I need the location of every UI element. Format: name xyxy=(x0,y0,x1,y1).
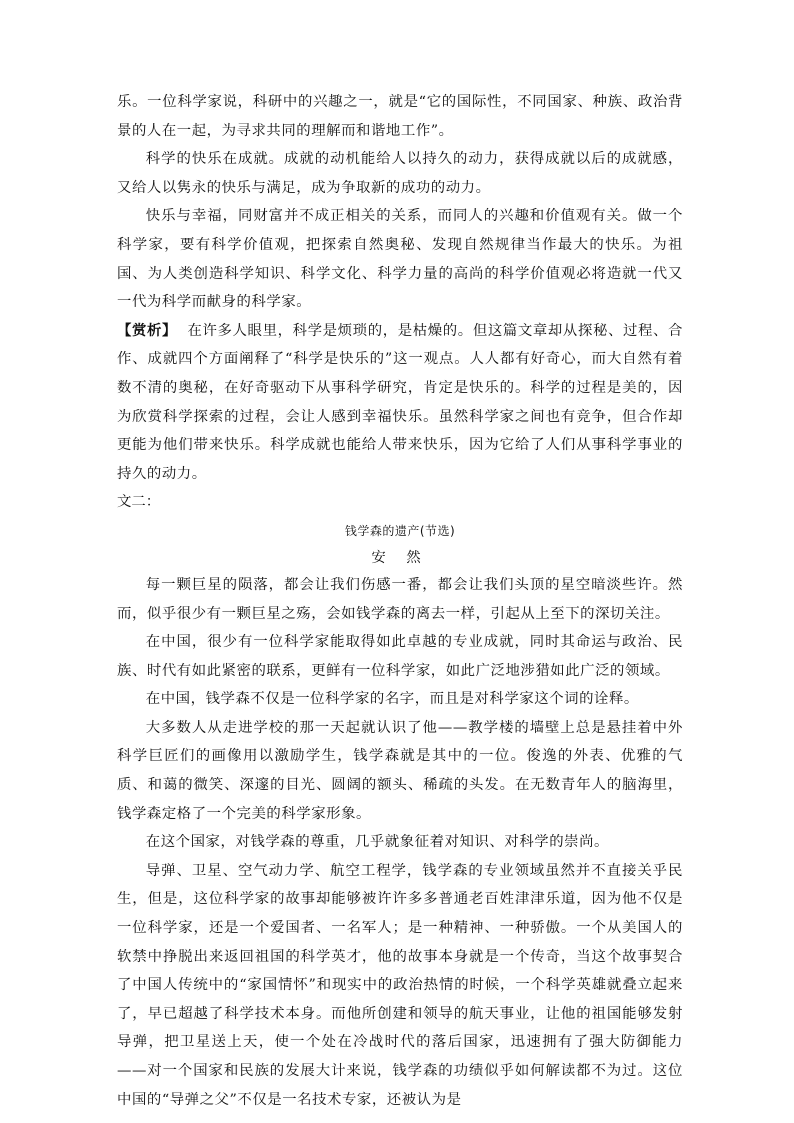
appreciation-tag: 【赏析】 xyxy=(117,321,178,339)
text2-paragraph: 在中国，钱学森不仅是一位科学家的名字，而且是对科学家这个词的诠释。 xyxy=(145,691,639,708)
text2-paragraph: 每一颗巨星的陨落，都会让我们伤感一番，都会让我们头顶的星空暗淡些许。然而，似乎很少有一颗巨星之殇，会如钱学森的离去一样，引起从上至下的深切关注。 xyxy=(117,576,683,622)
text1-paragraph: 快乐与幸福，同财富并不成正相关的关系，而同人的兴趣和价值观有关。做一个科学家，要有科学价值观，把探索自然奥秘、发现自然规律当作最大的快乐。为祖国、为人类创造科学知识、科学文化、科学力量的高尚的科学价值观必将造就一代又一代为科学而献身的科学家。 xyxy=(117,208,683,311)
text2-paragraph: 大多数人从走进学校的那一天起就认识了他——教学楼的墙壁上总是悬挂着中外科学巨匠们的画像用以激励学生，钱学森就是其中的一位。俊逸的外表、优雅的气质、和蔼的微笑、深邃的目光、圆阔的额头、稀疏的头发。在无数青年人的脑海里，钱学森定格了一个完美的科学家形象。 xyxy=(117,719,683,822)
section-label: 文二： xyxy=(117,494,161,511)
article-title: 钱学森的遗产(节选) xyxy=(344,523,456,538)
appreciation-text: 在许多人眼里，科学是烦琐的，是枯燥的。但这篇文章却从探秘、过程、合作、成就四个方面阐释了“科学是快乐的”这一观点。人人都有好奇心，而大自然有着数不清的奥秘，在好奇驱动下从事科学研究，肯定是快乐的。科学的过程是美的，因为欣赏科学探索的过程，会让人感到幸福快乐。虽然科学家之间也有竞争，但合作却更能为他们带来快乐。科学成就也能给人带来快乐，因为它给了人们从事科学事业的持久的动力。 xyxy=(117,322,684,482)
appreciation-paragraph xyxy=(117,317,683,489)
article-author: 安 然 xyxy=(371,549,429,566)
text1-paragraph: 乐。一位科学家说，科研中的兴趣之一，就是“它的国际性，不同国家、种族、政治背景的人在一起，为寻求共同的理解而和谐地工作”。 xyxy=(117,94,683,139)
text2-paragraph: 在中国，很少有一位科学家能取得如此卓越的专业成就，同时其命运与政治、民族、时代有如此紧密的联系，更鲜有一位科学家，如此广泛地涉猎如此广泛的领域。 xyxy=(117,634,683,679)
document-page xyxy=(117,88,683,1114)
text2-paragraph: 在这个国家，对钱学森的尊重，几乎就象征着对知识、对科学的崇尚。 xyxy=(145,834,609,851)
text2-paragraph: 导弹、卫星、空气动力学、航空工程学，钱学森的专业领域虽然并不直接关乎民生，但是，这位科学家的故事却能够被许许多多普通老百姓津津乐道，因为他不仅是一位科学家，还是一个爱国者、一名军人；是一种精神、一种骄傲。一个从美国人的软禁中挣脱出来返回祖国的科学英才，他的故事本身就是一个传奇，当这个故事契合了中国人传统中的“家国情怀”和现实中的政治热情的时候，一个科学英雄就叠立起来了，早已超越了科学技术本身。而他所创建和领导的航天事业，让他的祖国能够发射导弹，把卫星送上天，使一个处在冷战时代的落后国家，迅速拥有了强大防御能力——对一个国家和民族的发展大计来说，钱学森的功绩似乎如何解读都不为过。这位中国的“导弹之父”不仅是一名技术专家，还被认为是 xyxy=(117,862,683,1108)
text1-paragraph: 科学的快乐在成就。成就的动机能给人以持久的动力，获得成就以后的成就感，又给人以隽永的快乐与满足，成为争取新的成功的动力。 xyxy=(117,151,683,196)
